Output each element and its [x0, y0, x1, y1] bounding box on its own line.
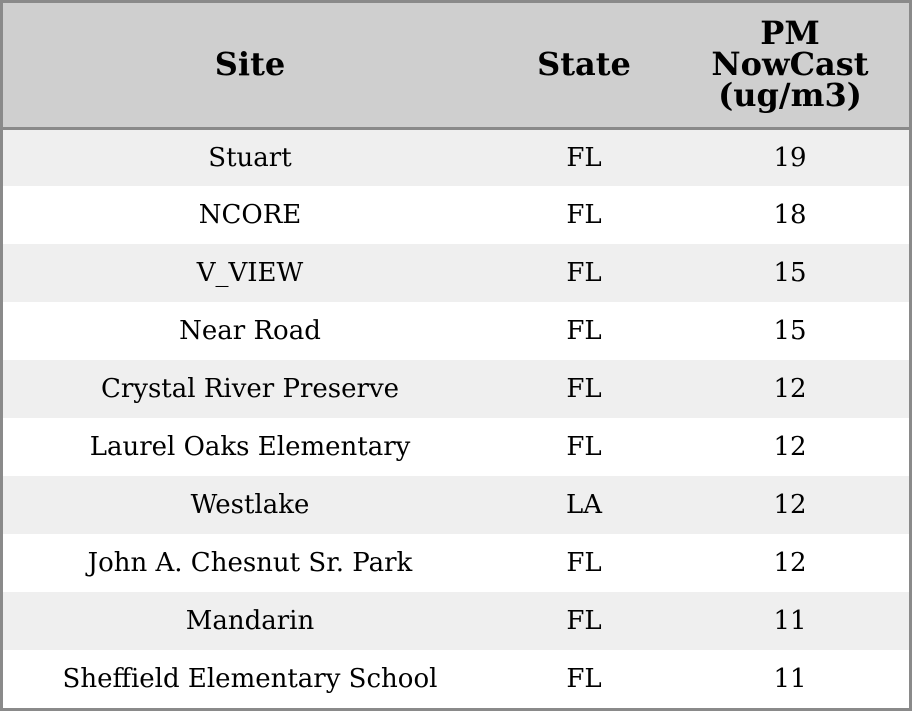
cell-state: FL	[566, 316, 602, 346]
cell-site: Sheffield Elementary School	[62, 663, 438, 694]
cell-pm-nowcast: 19	[773, 142, 807, 173]
table-row	[3, 650, 909, 707]
cell-pm-nowcast: 12	[773, 490, 807, 520]
column-header-site: Site	[3, 3, 497, 128]
cell-pm-nowcast: 11	[773, 606, 807, 636]
cell-state: LA	[565, 490, 603, 520]
table-row	[3, 476, 909, 534]
table-row	[3, 418, 909, 476]
cell-pm-nowcast: 11	[773, 663, 807, 694]
cell-state: FL	[566, 200, 602, 230]
cell-state: FL	[566, 258, 602, 288]
cell-state: FL	[566, 432, 602, 462]
column-header-pm-nowcast	[671, 3, 909, 128]
header-row	[3, 3, 909, 128]
cell-site: V_VIEW	[196, 258, 304, 288]
cell-pm-nowcast: 12	[773, 432, 807, 462]
cell-site: Mandarin	[185, 606, 315, 636]
table-row	[3, 592, 909, 650]
cell-pm-nowcast: 15	[773, 258, 807, 288]
cell-state: FL	[566, 548, 602, 578]
pm-nowcast-table	[3, 3, 909, 707]
cell-state: FL	[566, 142, 602, 173]
table-row	[3, 360, 909, 418]
table-row	[3, 244, 909, 302]
cell-site: Stuart	[208, 142, 292, 173]
table-row	[3, 128, 909, 186]
cell-pm-nowcast: 12	[773, 374, 807, 404]
table-body	[3, 128, 909, 707]
column-header-state: State	[497, 3, 671, 128]
cell-state: FL	[566, 606, 602, 636]
cell-pm-nowcast: 18	[773, 200, 807, 230]
cell-site: John A. Chesnut Sr. Park	[87, 548, 413, 578]
column-header-pm-nowcast-text: PM NowCast (ug/m3)	[711, 14, 869, 115]
cell-site: NCORE	[198, 200, 302, 230]
cell-state: FL	[566, 374, 602, 404]
table-row	[3, 302, 909, 360]
cell-site: Near Road	[179, 316, 321, 346]
cell-site: Crystal River Preserve	[100, 374, 400, 404]
cell-state: FL	[566, 663, 602, 694]
table-row	[3, 186, 909, 244]
cell-pm-nowcast: 12	[773, 548, 807, 578]
cell-pm-nowcast: 15	[773, 316, 807, 346]
cell-site: Laurel Oaks Elementary	[89, 432, 411, 462]
cell-site: Westlake	[190, 490, 310, 520]
table-header	[3, 3, 909, 128]
table-row	[3, 534, 909, 592]
